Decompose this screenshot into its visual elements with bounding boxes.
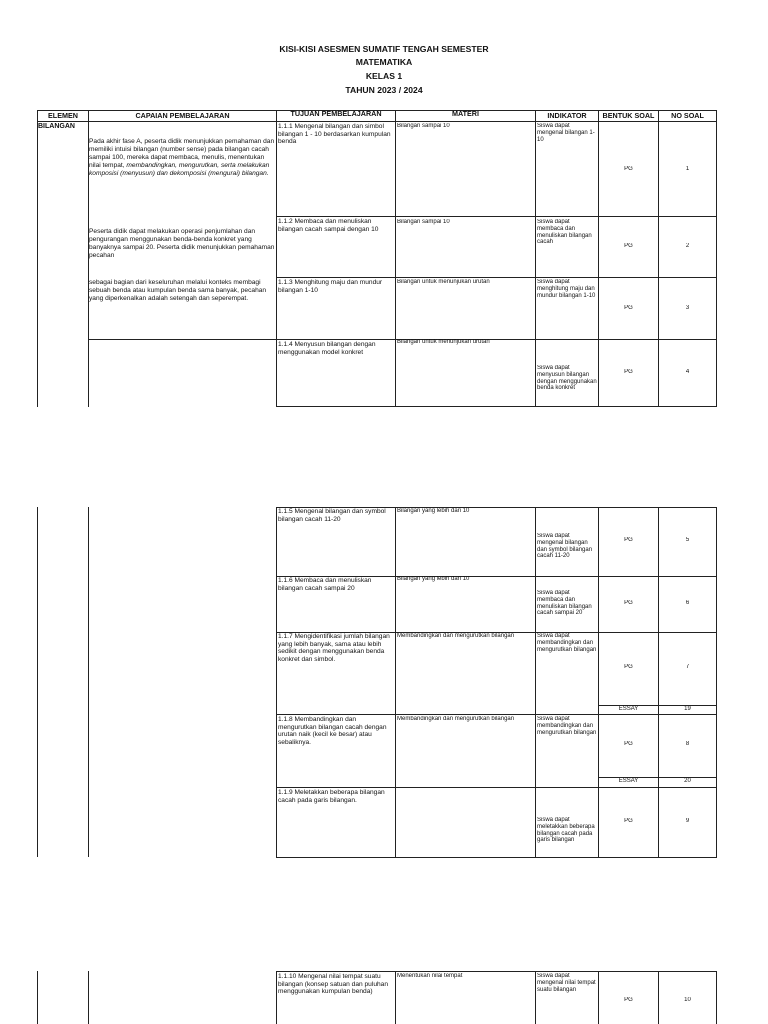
tujuan-cell: 1.1.4 Menyusun bilangan dengan menggunakan model konkret [278, 341, 376, 356]
bentuk-soal-cell: PG [624, 537, 633, 543]
tujuan-cell: 1.1.10 Mengenal nilai tempat suatu bilangan (konsep satuan dan puluhan menggunakan kumpulan benda) [278, 973, 388, 996]
materi-cell: Bilangan sampai 10 [397, 123, 450, 129]
doc-title-line2: MATEMATIKA [355, 57, 413, 67]
tujuan-cell: 1.1.9 Meletakkan beberapa bilangan cacah pada garis bilangan. [278, 789, 385, 804]
bentuk-soal-cell: ESSAY [618, 706, 639, 712]
materi-cell: Bilangan yang lebih dari 10 [397, 576, 470, 582]
indikator-cell: Siswa dapat membandingkan dan mengurutkan bilangan [537, 716, 597, 736]
materi-cell: Membandingkan dan mengurutkan bilangan [397, 633, 515, 639]
col-header-no: NO SOAL [671, 111, 704, 120]
tujuan-cell: 1.1.2 Membaca dan menuliskan bilangan cacah sampai dengan 10 [278, 218, 379, 233]
tujuan-cell: 1.1.5 Mengenal bilangan dan symbol bilangan cacah 11-20 [278, 508, 386, 523]
capaian-paragraph-1: Pada akhir fase A, peserta didik menunjukkan pemahaman dan memiliki intuisi bilangan (number sense) pada bilangan cacah sampai 100, mereka dapat membaca, menulis, menentukan nilai tempat, membandingkan, mengurutkan, serta melakukan komposisi (menyusun) dan dekomposisi (mengurai) bilangan. [89, 138, 275, 177]
indikator-cell: Siswa dapat mengenal bilangan dan symbol bilangan cacah 11-20 [537, 533, 593, 560]
no-soal-cell: 10 [684, 997, 691, 1003]
no-soal-cell: 5 [685, 537, 690, 543]
materi-cell: Bilangan untuk menunjukan urutan [397, 339, 490, 345]
materi-cell: Membandingkan dan mengurutkan bilangan [397, 716, 515, 722]
indikator-cell: Siswa dapat membaca dan menuliskan bilangan cacah [537, 219, 592, 246]
tujuan-cell: 1.1.6 Membaca dan menuliskan bilangan cacah sampai 20 [278, 577, 372, 592]
doc-title-line1: KISI-KISI ASESMEN SUMATIF TENGAH SEMESTER [279, 44, 489, 54]
no-soal-cell: 4 [685, 369, 690, 375]
col-header-indikator: INDIKATOR [547, 111, 587, 120]
materi-cell: Bilangan yang lebih dari 10 [397, 508, 470, 514]
materi-cell: Bilangan sampai 10 [397, 219, 450, 225]
no-soal-cell: 2 [685, 243, 690, 249]
elemen-value: BILANGAN [38, 123, 75, 130]
col-header-bentuk: BENTUK SOAL [602, 111, 655, 120]
bentuk-soal-cell: PG [624, 741, 633, 747]
bentuk-soal-cell: PG [624, 243, 633, 249]
tujuan-cell: 1.1.1 Mengenal bilangan dan simbol bilangan 1 - 10 berdasarkan kumpulan benda [278, 123, 391, 146]
doc-title-line3: KELAS 1 [365, 71, 403, 81]
tujuan-cell: 1.1.3 Menghitung maju dan mundur bilangan 1-10 [278, 279, 383, 294]
tujuan-cell: 1.1.7 Mengidentifikasi jumlah bilangan yang lebih banyak, sama atau lebih sedikit dengan menggunakan benda konkret dan simbol. [278, 633, 390, 663]
no-soal-cell: 3 [685, 305, 690, 311]
no-soal-cell: 9 [685, 818, 690, 824]
col-header-tujuan: TUJUAN PEMBELAJARAN [290, 109, 382, 118]
indikator-cell: Siswa dapat menyusun bilangan dengan menggunakan benda konkret [537, 365, 597, 392]
indikator-cell: Siswa dapat mengenal nilai tempat suatu bilangan [537, 973, 596, 993]
bentuk-soal-cell: PG [624, 166, 633, 172]
materi-cell: Menentukan nilai tempat [397, 973, 463, 979]
bentuk-soal-cell: ESSAY [618, 778, 639, 784]
bentuk-soal-cell: PG [624, 997, 633, 1003]
no-soal-cell: 1 [685, 166, 690, 172]
capaian-paragraph-2: Peserta didik dapat melakukan operasi penjumlahan dan pengurangan menggunakan benda-benda konkret yang banyaknya sampai 20. Peserta didik menunjukkan pemahaman pecahan [89, 228, 275, 259]
materi-cell: Bilangan untuk menunjukan urutan [397, 279, 490, 285]
capaian-paragraph-3: sebagai bagian dari keseluruhan melalui konteks membagi sebuah benda atau kumpulan benda sama banyak, pecahan yang diperkenalkan adalah setengah dan seperempat. [89, 279, 267, 302]
col-header-elemen: ELEMEN [48, 111, 78, 120]
bentuk-soal-cell: PG [624, 664, 633, 670]
indikator-cell: Siswa dapat menghitung maju dan mundur bilangan 1-10 [537, 279, 596, 299]
no-soal-cell: 19 [684, 706, 691, 712]
col-header-materi: MATERI [451, 109, 479, 118]
indikator-cell: Siswa dapat membandingkan dan mengurutkan bilangan [537, 633, 597, 653]
bentuk-soal-cell: PG [624, 818, 633, 824]
indikator-cell: Siswa dapat membaca dan menuliskan bilangan cacah sampai 20 [537, 590, 592, 617]
doc-title-line4: TAHUN 2023 / 2024 [345, 85, 423, 95]
no-soal-cell: 7 [685, 664, 690, 670]
bentuk-soal-cell: PG [624, 600, 633, 606]
no-soal-cell: 20 [684, 778, 691, 784]
bentuk-soal-cell: PG [624, 305, 633, 311]
no-soal-cell: 6 [685, 600, 690, 606]
col-header-capaian: CAPAIAN PEMBELAJARAN [135, 111, 230, 120]
indikator-cell: Siswa dapat mengenal bilangan 1-10 [537, 123, 595, 143]
indikator-cell: Siswa dapat meletakkan beberapa bilangan cacah pada garis bilangan [537, 817, 595, 844]
bentuk-soal-cell: PG [624, 369, 633, 375]
no-soal-cell: 8 [685, 741, 690, 747]
tujuan-cell: 1.1.8 Membandingkan dan mengurutkan bilangan cacah dengan urutan naik (kecil ke besar) atau sebaliknya. [278, 716, 387, 746]
